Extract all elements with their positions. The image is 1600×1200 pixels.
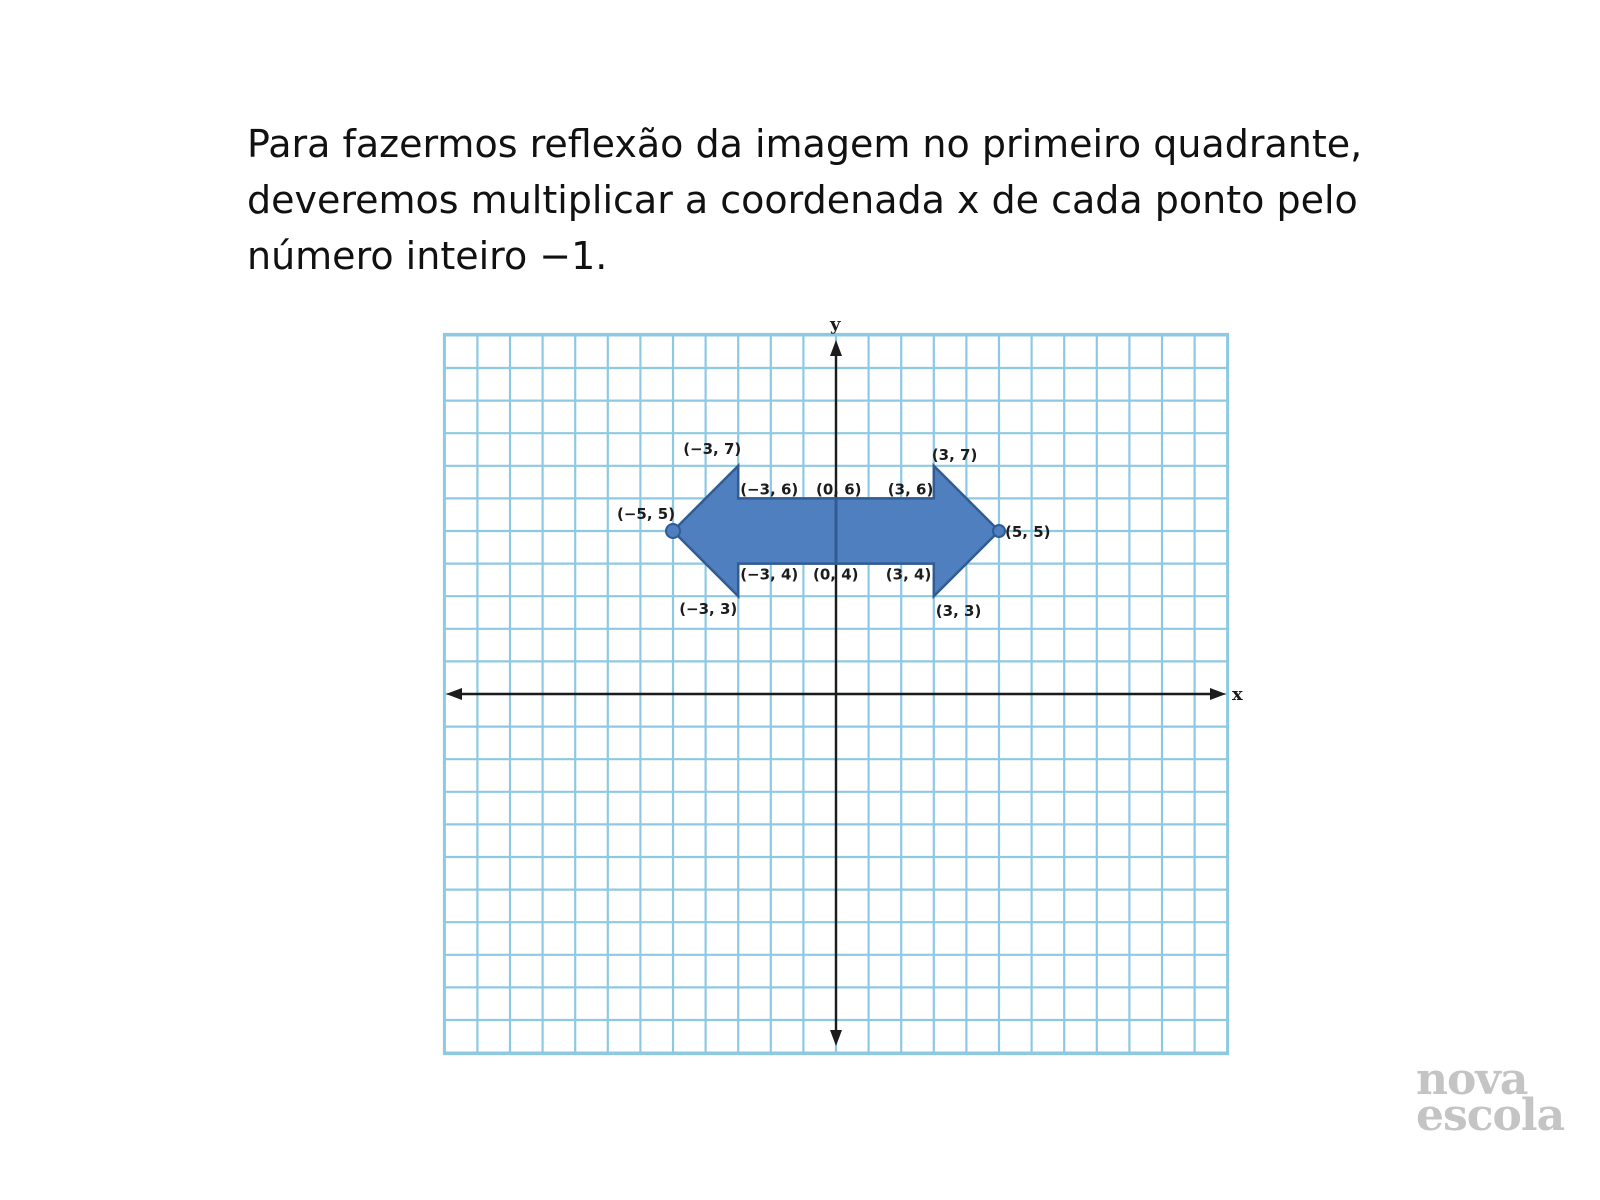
y-axis-bottom-arrow bbox=[830, 1030, 842, 1046]
instruction-line-1: Para fazermos reflexão da imagem no primeiro quadrante, bbox=[247, 122, 1363, 166]
point-label: (3, 7) bbox=[931, 445, 978, 464]
instruction-line-2: deveremos multiplicar a coordenada x de cada ponto pelo bbox=[247, 178, 1358, 222]
vertex-dot-right bbox=[993, 525, 1005, 537]
point-label: (−3, 3) bbox=[679, 600, 738, 619]
y-axis-label: y bbox=[830, 314, 841, 335]
axes bbox=[446, 314, 1243, 1046]
point-label: (0, 6) bbox=[816, 480, 862, 499]
nova-escola-logo bbox=[1416, 1054, 1576, 1141]
point-label: (3, 3) bbox=[935, 602, 982, 621]
point-label: (0, 4) bbox=[813, 565, 859, 584]
logo-line-2: escola bbox=[1416, 1090, 1565, 1141]
point-label: (−3, 4) bbox=[740, 565, 799, 584]
point-label: (5, 5) bbox=[1005, 523, 1051, 541]
point-label: (3, 6) bbox=[887, 480, 934, 499]
point-label: (−5, 5) bbox=[617, 505, 676, 523]
point-label: (3, 4) bbox=[885, 565, 932, 584]
x-axis-left-arrow bbox=[446, 688, 462, 700]
x-axis-right-arrow bbox=[1210, 688, 1226, 700]
logo-line-1: nova bbox=[1416, 1054, 1528, 1105]
instruction-line-3: número inteiro −1. bbox=[247, 234, 608, 278]
y-axis-top-arrow bbox=[830, 340, 842, 356]
point-label: (−3, 6) bbox=[740, 480, 799, 499]
vertex-dot-left bbox=[666, 524, 680, 538]
point-label: (−3, 7) bbox=[683, 439, 742, 458]
x-axis-label: x bbox=[1232, 684, 1243, 705]
